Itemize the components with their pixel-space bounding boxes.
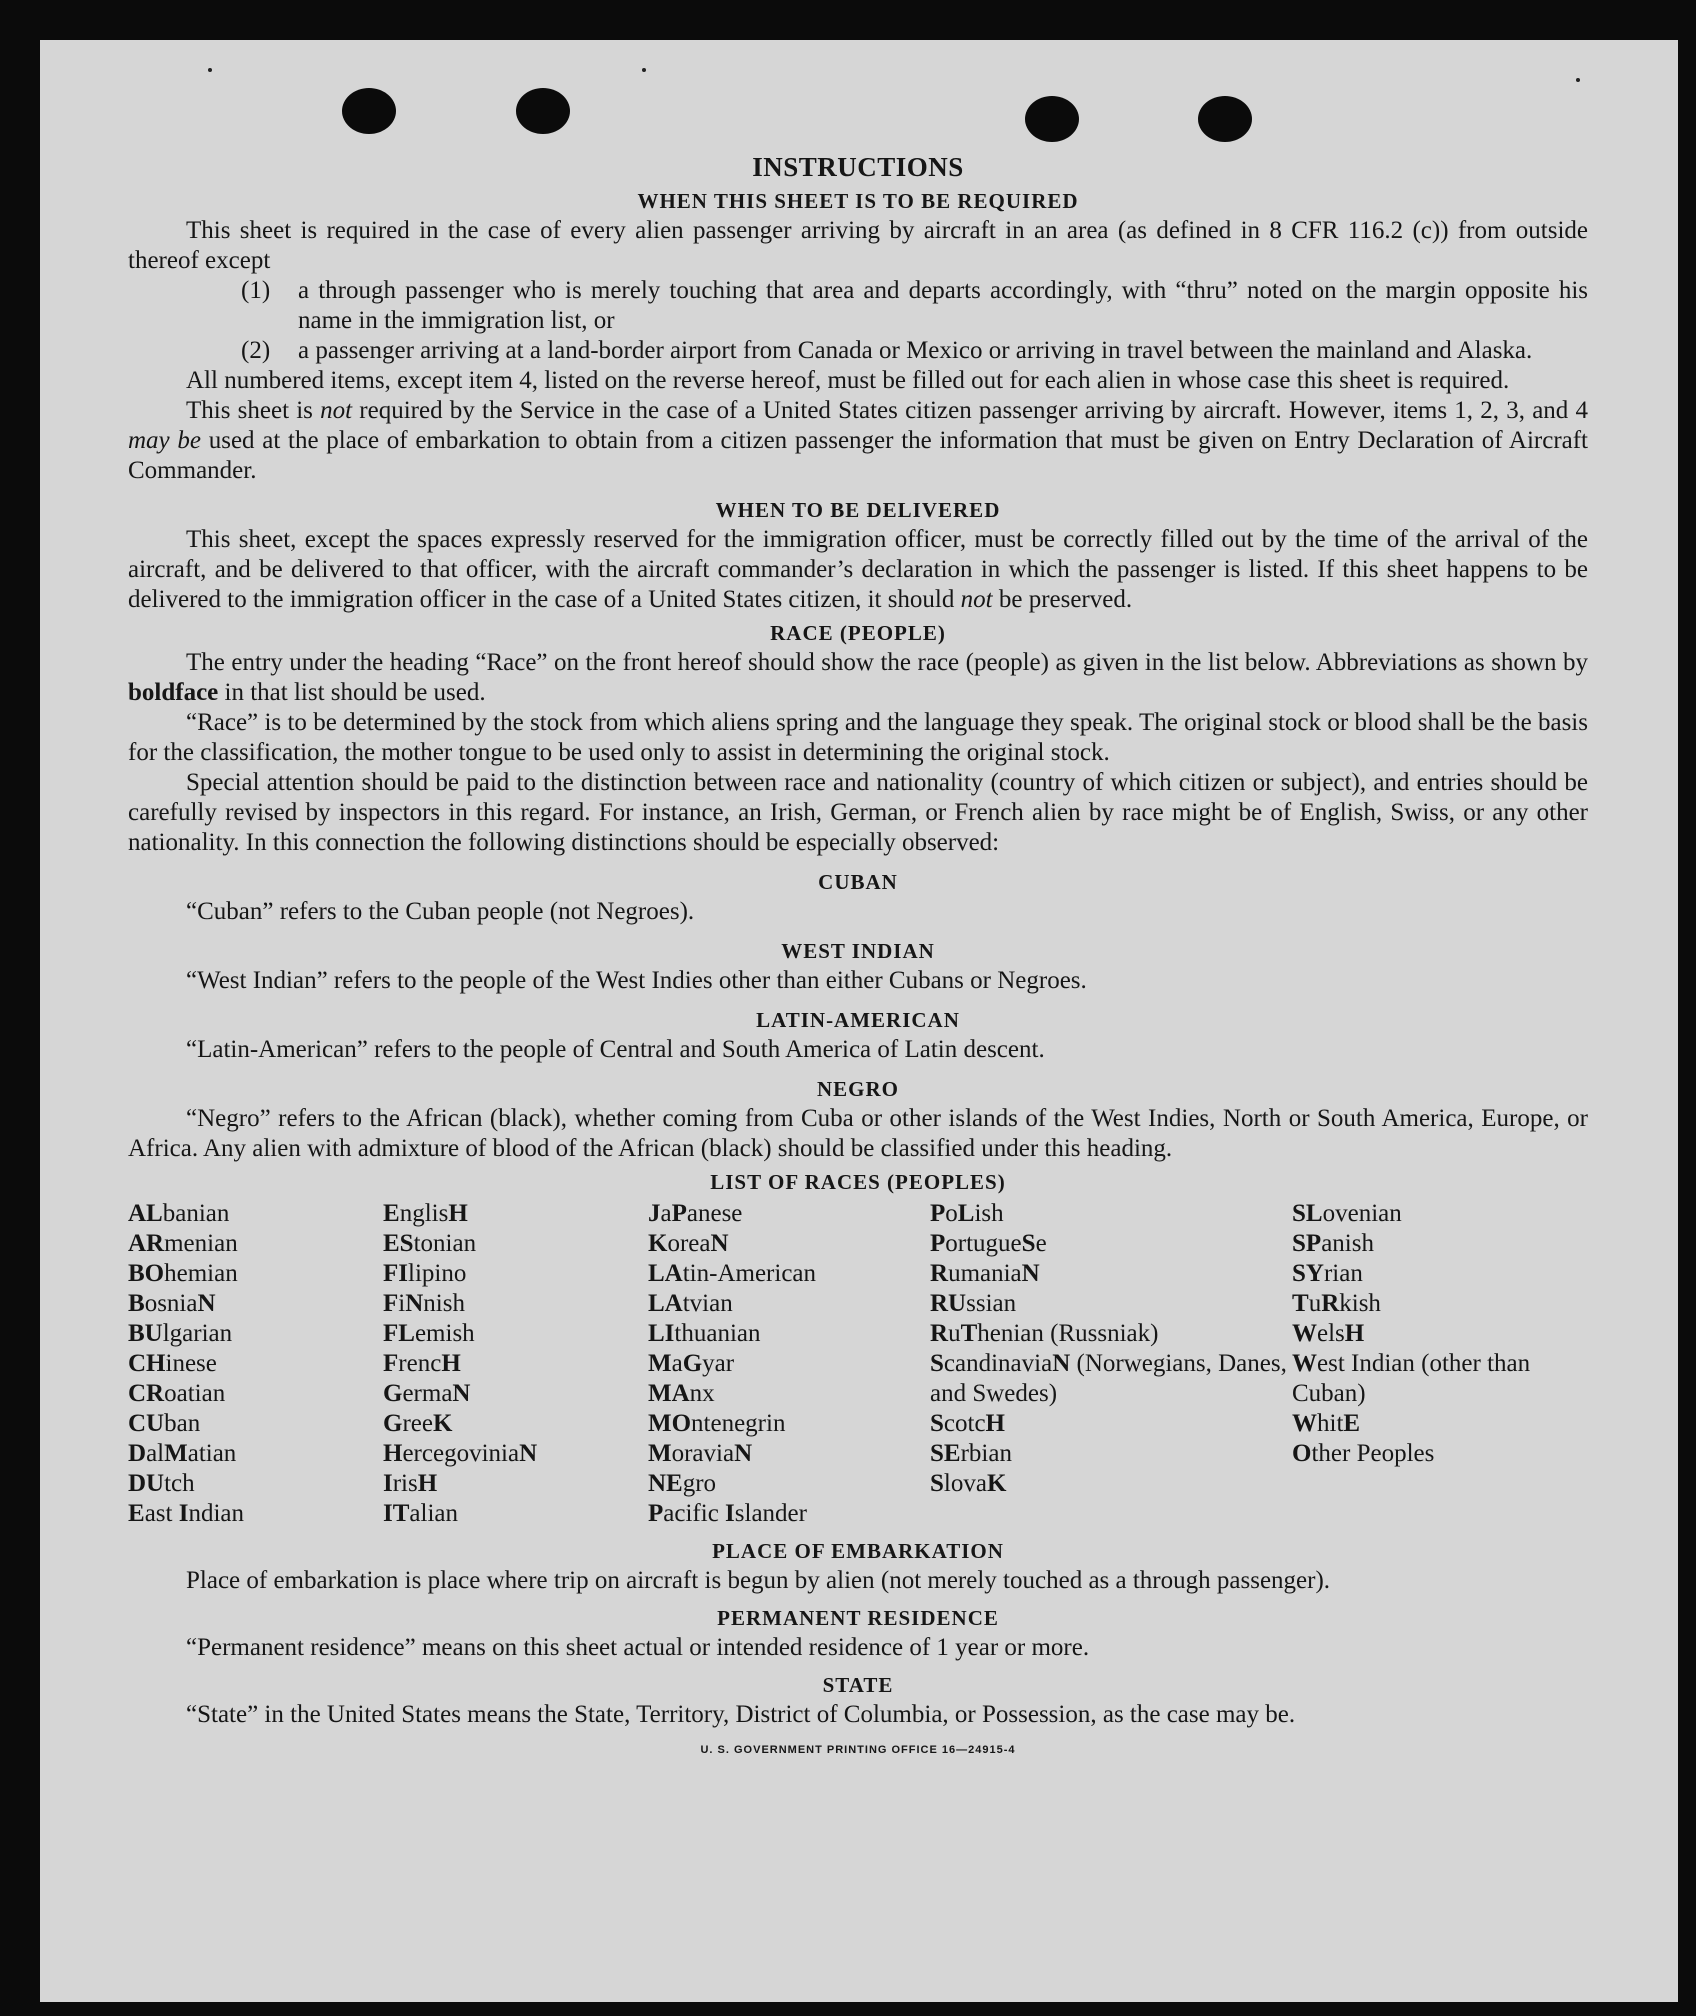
race-abbreviation: LA <box>648 1290 683 1317</box>
race-abbreviation: T <box>1292 1290 1309 1317</box>
race-text: u <box>948 1320 961 1347</box>
paper-speck <box>642 68 646 72</box>
printer-imprint: U. S. GOVERNMENT PRINTING OFFICE 16—24915-4 <box>700 1744 1016 1756</box>
race-abbreviation: N <box>1052 1350 1071 1377</box>
race-text: thuanian <box>674 1320 761 1347</box>
race-abbreviation: CH <box>128 1350 166 1377</box>
race-entry <box>930 1229 1292 1259</box>
race-abbreviation: I <box>725 1500 735 1527</box>
race-abbreviation: K <box>432 1410 453 1437</box>
race-abbreviation: E <box>1343 1410 1361 1437</box>
race-abbreviation: I <box>178 1500 189 1527</box>
race-entry <box>128 1229 383 1259</box>
race-entry <box>1292 1229 1588 1259</box>
section-heading-residence: PERMANENT RESIDENCE <box>717 1606 999 1630</box>
text-run: used at the place of embarkation to obtain from a citizen passenger the information that must be given on Entry Declaration of Aircraft Commander. <box>128 427 1589 484</box>
race-abbreviation: S <box>1021 1230 1036 1257</box>
required-intro: This sheet is required in the case of every alien passenger arriving by aircraft in an area (as defined in 8 CFR 116.2 (c)) from outside thereof except <box>128 217 1588 274</box>
race-abbreviation: SE <box>930 1440 961 1467</box>
race-entry <box>1292 1289 1588 1319</box>
race-abbreviation: B <box>128 1290 145 1317</box>
section-heading-race: RACE (PEOPLE) <box>770 621 946 645</box>
race-text: ban <box>164 1410 201 1437</box>
page-title: INSTRUCTIONS <box>752 152 964 182</box>
race-entry <box>383 1199 648 1229</box>
race-text: ndian <box>188 1500 244 1527</box>
race-entry <box>383 1229 648 1259</box>
race-text: lipino <box>408 1260 467 1287</box>
cuban-text: “Cuban” refers to the Cuban people (not Negroes). <box>186 898 695 925</box>
race-entry <box>128 1319 383 1349</box>
race-entry <box>128 1379 383 1409</box>
race-abbreviation: D <box>128 1440 147 1467</box>
race-entry <box>648 1259 930 1289</box>
race-abbreviation: H <box>441 1350 461 1377</box>
race-abbreviation: BU <box>128 1320 163 1347</box>
race-text: oatian <box>164 1380 226 1407</box>
race-text: est Indian (other than Cuban) <box>1292 1350 1531 1407</box>
race-abbreviation: H <box>448 1200 468 1227</box>
race-text: a <box>671 1350 683 1377</box>
race-text: rbian <box>960 1440 1012 1467</box>
text-run: be preserved. <box>992 586 1133 613</box>
race-entry <box>128 1469 383 1499</box>
race-abbreviation: LI <box>648 1320 675 1347</box>
race-abbreviation: G <box>383 1380 403 1407</box>
race-text: a <box>660 1200 672 1227</box>
races-list <box>128 1199 1588 1529</box>
race-para-2: “Race” is to be determined by the stock from which aliens spring and the language they speak. The original stock or blood shall be the basis for the classification, the mother tongue to be used only to assist in determining the original stock. <box>128 709 1588 766</box>
race-text: i <box>398 1290 406 1317</box>
text-run: This sheet, except the spaces expressly reserved for the immigration officer, must be correctly filled out by the time of the arrival of the aircraft, and be delivered to that officer, with the aircraft commander’s declaration in which the passenger is listed. If this sheet happens to be delivered to the immigration officer in the case of a United States citizen, it should <box>128 526 1588 613</box>
race-entry <box>930 1409 1292 1439</box>
race-entry <box>648 1469 930 1499</box>
race-text: oravia <box>671 1440 735 1467</box>
race-text: tonian <box>413 1230 477 1257</box>
bold-text: boldface <box>128 679 219 706</box>
race-abbreviation: N <box>1021 1260 1040 1287</box>
race-abbreviation: W <box>1292 1320 1317 1347</box>
race-text: ish <box>974 1200 1004 1227</box>
exception-text: a through passenger who is merely touching that area and departs accordingly, with “thru” noted on the margin opposite his name in the immigration list, or <box>298 277 1588 334</box>
section-heading-list-of-races: LIST OF RACES (PEOPLES) <box>710 1170 1006 1194</box>
races-column <box>648 1199 930 1529</box>
race-text: ovenian <box>1322 1200 1402 1227</box>
race-abbreviation: SY <box>1292 1260 1324 1287</box>
race-text: hit <box>1317 1410 1344 1437</box>
race-text: ntenegrin <box>691 1410 786 1437</box>
race-abbreviation: AR <box>128 1230 165 1257</box>
race-abbreviation: M <box>648 1440 672 1467</box>
paper-speck <box>1576 78 1580 82</box>
race-entry <box>128 1199 383 1229</box>
section-heading-west-indian: WEST INDIAN <box>781 939 935 963</box>
race-text: umania <box>948 1260 1022 1287</box>
races-column <box>1292 1199 1588 1529</box>
races-column <box>383 1199 648 1529</box>
race-abbreviation: FI <box>383 1260 408 1287</box>
race-abbreviation: S <box>930 1350 944 1377</box>
race-text: e <box>1035 1230 1047 1257</box>
races-column <box>128 1199 383 1529</box>
race-abbreviation: P <box>671 1200 687 1227</box>
race-entry <box>648 1349 930 1379</box>
race-entry <box>383 1439 648 1469</box>
race-abbreviation: F <box>383 1350 399 1377</box>
race-abbreviation: H <box>383 1440 403 1467</box>
race-abbreviation: P <box>930 1200 946 1227</box>
race-entry <box>383 1499 648 1529</box>
race-abbreviation: M <box>164 1440 188 1467</box>
residence-text: “Permanent residence” means on this sheet actual or intended residence of 1 year or more. <box>186 1634 1090 1661</box>
form-sheet <box>40 40 1678 2002</box>
race-text: menian <box>164 1230 238 1257</box>
section-heading-latin-american: LATIN-AMERICAN <box>756 1008 960 1032</box>
race-para-3: Special attention should be paid to the distinction between race and nationality (country of which citizen or subject), and entries should be carefully revised by inspectors in this regard. For instance, an Irish, German, or French alien by race might be of English, Swiss, or any other nationality. In this connection the following distinctions should be especially observed: <box>128 769 1588 856</box>
race-text: banian <box>162 1200 230 1227</box>
race-text: cotc <box>943 1410 986 1437</box>
italic-text: not <box>320 397 353 424</box>
race-abbreviation: S <box>930 1470 944 1497</box>
section-heading-embarkation: PLACE OF EMBARKATION <box>712 1539 1004 1563</box>
instructions-content <box>128 110 1588 1756</box>
race-entry <box>648 1379 930 1409</box>
race-entry <box>128 1289 383 1319</box>
race-abbreviation: R <box>1321 1290 1340 1317</box>
race-text: acific <box>663 1500 726 1527</box>
race-abbreviation: SP <box>1292 1230 1322 1257</box>
race-entry <box>930 1259 1292 1289</box>
race-abbreviation: K <box>648 1230 668 1257</box>
race-abbreviation: H <box>417 1470 438 1497</box>
race-abbreviation: P <box>648 1500 664 1527</box>
race-text: ssian <box>966 1290 1017 1317</box>
race-entry <box>128 1439 383 1469</box>
race-text: orea <box>667 1230 711 1257</box>
race-abbreviation: LA <box>648 1260 683 1287</box>
race-entry <box>930 1439 1292 1469</box>
race-abbreviation: O <box>1292 1440 1312 1467</box>
race-text: rian <box>1323 1260 1363 1287</box>
race-abbreviation: R <box>930 1260 949 1287</box>
race-text: gro <box>682 1470 717 1497</box>
race-text: ortugue <box>945 1230 1022 1257</box>
race-text: anese <box>686 1200 743 1227</box>
race-abbreviation: I <box>383 1470 393 1497</box>
race-entry <box>648 1499 930 1529</box>
race-abbreviation: L <box>957 1200 975 1227</box>
race-abbreviation: MA <box>648 1380 690 1407</box>
race-entry <box>383 1289 648 1319</box>
race-abbreviation: IT <box>383 1500 410 1527</box>
delivered-text <box>128 525 1588 615</box>
race-abbreviation: BO <box>128 1260 165 1287</box>
race-entry <box>648 1319 930 1349</box>
race-abbreviation: S <box>930 1410 944 1437</box>
text-run: The entry under the heading “Race” on the front hereof should show the race (people) as given in the list below. Abbreviations as shown by <box>186 649 1588 676</box>
race-text: lova <box>943 1470 987 1497</box>
race-text: ris <box>392 1470 418 1497</box>
race-abbreviation: W <box>1292 1350 1317 1377</box>
race-abbreviation: J <box>648 1200 661 1227</box>
race-abbreviation: N <box>197 1290 216 1317</box>
text-run: This sheet is <box>186 397 321 424</box>
embarkation-text: Place of embarkation is place where trip on aircraft is begun by alien (not merely touched as a through passenger). <box>186 1567 1331 1594</box>
race-text: nish <box>423 1290 465 1317</box>
race-entry <box>128 1409 383 1439</box>
race-abbreviation: N <box>734 1440 753 1467</box>
race-entry <box>383 1409 648 1439</box>
race-abbreviation: H <box>1344 1320 1365 1347</box>
race-abbreviation: R <box>930 1320 949 1347</box>
race-abbreviation: G <box>682 1350 703 1377</box>
race-text: henian (Russniak) <box>977 1320 1159 1347</box>
race-abbreviation: P <box>930 1230 946 1257</box>
race-entry <box>930 1289 1292 1319</box>
race-abbreviation: CU <box>128 1410 165 1437</box>
race-entry <box>383 1469 648 1499</box>
race-text: kish <box>1339 1290 1381 1317</box>
race-text: anish <box>1321 1230 1374 1257</box>
race-text: nx <box>689 1380 715 1407</box>
race-abbreviation: E <box>128 1500 145 1527</box>
race-text: yar <box>702 1350 735 1377</box>
race-abbreviation: ES <box>383 1230 414 1257</box>
race-abbreviation: G <box>383 1410 403 1437</box>
race-text: ast <box>144 1500 179 1527</box>
race-abbreviation: N <box>405 1290 424 1317</box>
race-abbreviation: RU <box>930 1290 967 1317</box>
race-entry <box>128 1259 383 1289</box>
negro-text: “Negro” refers to the African (black), whether coming from Cuba or other islands of the West Indies, North or South America, Europe, or Africa. Any alien with admixture of blood of the African (black) should be classified under this heading. <box>128 1105 1588 1162</box>
race-text: candinavia <box>943 1350 1053 1377</box>
race-abbreviation: DU <box>128 1470 165 1497</box>
race-text: els <box>1317 1320 1345 1347</box>
race-abbreviation: CR <box>128 1380 165 1407</box>
race-text: tvian <box>682 1290 733 1317</box>
race-text: emish <box>414 1320 475 1347</box>
text-run: required by the Service in the case of a United States citizen passenger arriving by aircraft. However, items 1, 2, 3, and 4 <box>352 397 1588 424</box>
race-entry <box>383 1259 648 1289</box>
races-column <box>930 1199 1292 1529</box>
race-abbreviation: N <box>710 1230 729 1257</box>
race-entry <box>128 1349 383 1379</box>
race-abbreviation: FL <box>383 1320 415 1347</box>
race-text: osnia <box>144 1290 198 1317</box>
race-text: tch <box>164 1470 195 1497</box>
race-abbreviation: N <box>519 1440 538 1467</box>
section-heading-negro: NEGRO <box>816 1077 899 1101</box>
required-para-numbered-items: All numbered items, except item 4, listed on the reverse hereof, must be filled out for each alien in whose case this sheet is required. <box>186 367 1510 394</box>
race-text: (Norwegians, Danes, and Swedes) <box>930 1350 1287 1407</box>
race-entry <box>383 1349 648 1379</box>
race-text: renc <box>398 1350 442 1377</box>
section-heading-delivered: WHEN TO BE DELIVERED <box>715 498 1001 522</box>
race-abbreviation: H <box>985 1410 1005 1437</box>
race-text: ree <box>402 1410 433 1437</box>
race-abbreviation: W <box>1292 1410 1317 1437</box>
paper-speck <box>208 68 212 72</box>
race-entry <box>648 1229 930 1259</box>
race-entry <box>930 1319 1292 1349</box>
section-heading-cuban: CUBAN <box>818 870 898 894</box>
race-entry <box>648 1289 930 1319</box>
race-abbreviation: K <box>986 1470 1007 1497</box>
race-entry <box>1292 1439 1588 1469</box>
race-abbreviation: AL <box>128 1200 163 1227</box>
race-entry <box>930 1199 1292 1229</box>
race-entry <box>1292 1349 1588 1409</box>
exception-text: a passenger arriving at a land-border airport from Canada or Mexico or arriving in travel between the mainland and Alaska. <box>298 337 1533 364</box>
race-entry <box>1292 1199 1588 1229</box>
race-entry <box>1292 1409 1588 1439</box>
race-abbreviation: F <box>383 1290 399 1317</box>
race-entry <box>383 1319 648 1349</box>
race-text: tin-American <box>682 1260 817 1287</box>
exception-number: (2) <box>241 337 271 364</box>
race-entry <box>930 1469 1292 1499</box>
italic-text: not <box>960 586 993 613</box>
race-entry <box>1292 1259 1588 1289</box>
race-entry <box>1292 1319 1588 1349</box>
race-entry <box>128 1499 383 1529</box>
race-entry <box>648 1199 930 1229</box>
exception-item-2 <box>128 336 1588 366</box>
required-para-citizen <box>128 396 1588 486</box>
race-entry <box>930 1349 1292 1409</box>
race-text: inese <box>165 1350 217 1377</box>
race-abbreviation: M <box>648 1350 672 1377</box>
race-abbreviation: SL <box>1292 1200 1323 1227</box>
race-abbreviation: MO <box>648 1410 692 1437</box>
race-para-1 <box>128 648 1588 708</box>
race-text: al <box>146 1440 165 1467</box>
west-indian-text: “West Indian” refers to the people of the West Indies other than either Cubans or Negroes. <box>186 967 1087 994</box>
race-text: hemian <box>164 1260 238 1287</box>
section-heading-state: STATE <box>822 1673 894 1697</box>
race-abbreviation: E <box>383 1200 400 1227</box>
state-text: “State” in the United States means the State, Territory, District of Columbia, or Possession, as the case may be. <box>186 1701 1296 1728</box>
race-text: ther Peoples <box>1311 1440 1435 1467</box>
race-abbreviation: N <box>452 1380 471 1407</box>
race-text: erma <box>402 1380 453 1407</box>
race-text: alian <box>409 1500 458 1527</box>
italic-text: may be <box>128 427 201 454</box>
race-text: ercegovinia <box>402 1440 520 1467</box>
race-entry <box>383 1379 648 1409</box>
race-abbreviation: T <box>960 1320 978 1347</box>
race-text: u <box>1308 1290 1322 1317</box>
race-text: atian <box>187 1440 237 1467</box>
race-entry <box>648 1439 930 1469</box>
race-abbreviation: NE <box>648 1470 683 1497</box>
exception-item-1 <box>128 276 1588 336</box>
section-heading-required: WHEN THIS SHEET IS TO BE REQUIRED <box>637 189 1079 213</box>
race-text: lgarian <box>162 1320 233 1347</box>
text-run: in that list should be used. <box>218 679 486 706</box>
race-entry <box>648 1409 930 1439</box>
race-text: slander <box>734 1500 807 1527</box>
race-text: o <box>945 1200 958 1227</box>
latin-american-text: “Latin-American” refers to the people of Central and South America of Latin descent. <box>186 1036 1045 1063</box>
race-text: nglis <box>399 1200 449 1227</box>
exception-number: (1) <box>241 277 271 304</box>
